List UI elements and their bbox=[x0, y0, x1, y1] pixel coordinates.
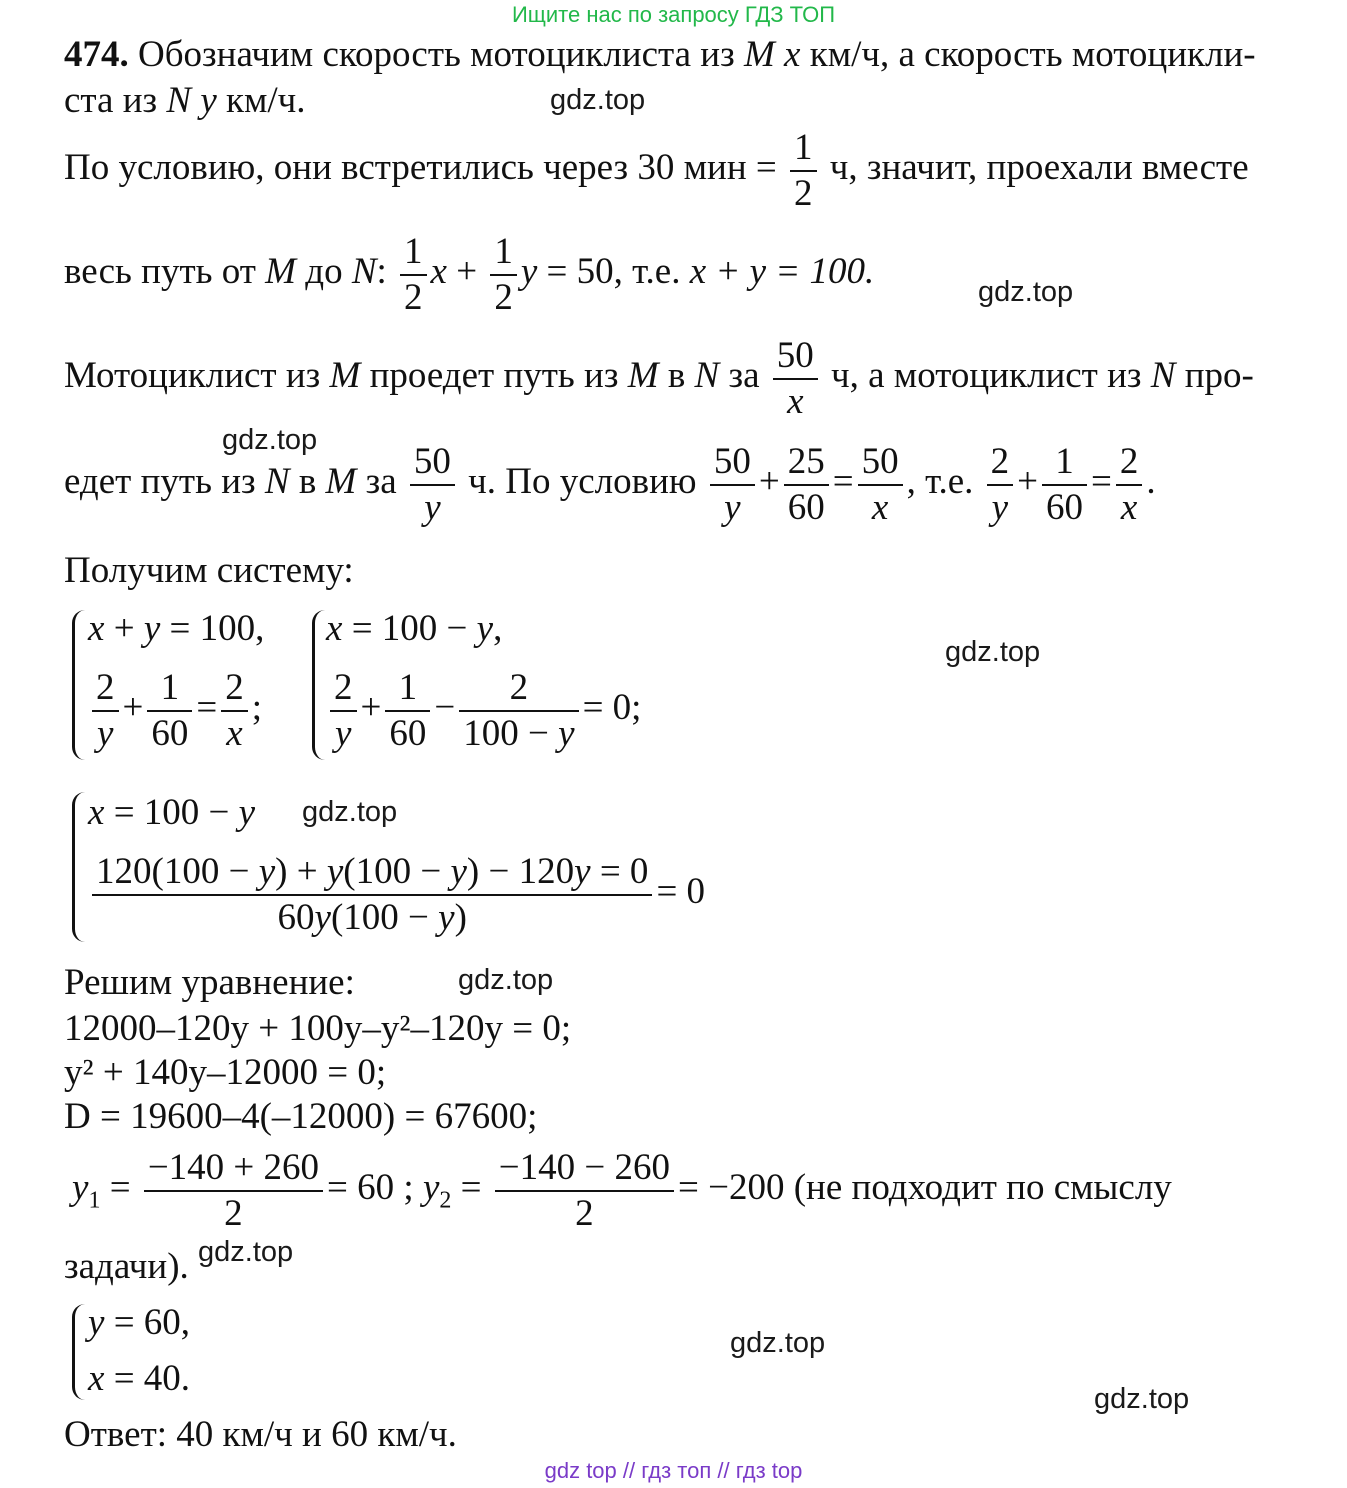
condition-line-2: весь путь от M до N: $\frac{1}{2}$ x + $\frac{1}{2}$ y = 50, т.е. x + y = 100. bbox=[64, 231, 875, 318]
equation-1: 12000–120y + 100y–y²–120y = 0; bbox=[64, 1008, 572, 1049]
intro-text: км/ч. bbox=[226, 80, 306, 121]
intro-line-1: 474. Обозначим скорость мотоциклиста из M x км/ч, а скорость мотоцикли- bbox=[64, 34, 1256, 75]
system3-eq1: x = 100 − y bbox=[88, 792, 256, 833]
brace bbox=[72, 1304, 85, 1400]
intro-text: Обозначим скорость мотоциклиста из bbox=[138, 34, 735, 75]
condition-text: весь путь от bbox=[64, 251, 256, 293]
system1-eq1: x + y = 100, bbox=[88, 608, 265, 649]
watermark: gdz.top bbox=[1094, 1383, 1190, 1415]
system1-eq2: $\frac{2}{y}$ + $\frac{1}{60}$ = $\frac{2}{x}$ ; bbox=[88, 666, 262, 755]
brace bbox=[312, 610, 325, 760]
moto-text: ч, а мотоциклист из bbox=[831, 355, 1142, 397]
watermark: gdz.top bbox=[302, 796, 398, 828]
intro-line-2: ста из N y км/ч. bbox=[64, 80, 306, 121]
moto-text: ч. По условию bbox=[468, 461, 697, 503]
fraction: $\frac{1}{2}$ bbox=[790, 126, 817, 215]
moto-text: за bbox=[728, 355, 760, 397]
moto-text: за bbox=[365, 461, 397, 503]
bottom-banner: gdz top // гдз топ // гдз top bbox=[544, 1458, 803, 1483]
roots-line: $y_1$ = $\frac{-140 + 260}{2}$ = 60 ; $y_2$ = $\frac{-140 - 260}{2}$ = −200 (не подходит по смыслу bbox=[72, 1147, 1172, 1234]
condition-equation: x + y = 100. bbox=[689, 251, 875, 293]
system3-eq2: $\frac{120(100 - y) + y(100 - y) - 120y = 0}{60y(100 - y)}$ = 0 bbox=[88, 850, 705, 939]
condition-equation: = 50, т.е. bbox=[546, 251, 681, 293]
watermark: gdz.top bbox=[198, 1236, 294, 1268]
condition-text: ч, значит, проехали вместе bbox=[829, 147, 1249, 189]
solve-label: Решим уравнение: bbox=[64, 962, 355, 1003]
answer: Ответ: 40 км/ч и 60 км/ч. bbox=[64, 1414, 457, 1455]
task-end: задачи). bbox=[64, 1246, 189, 1287]
final-eq1: y = 60, bbox=[88, 1302, 191, 1343]
brace bbox=[72, 610, 85, 760]
watermark: gdz.top bbox=[550, 84, 646, 116]
intro-text: км/ч, а скорость мотоцикли- bbox=[809, 34, 1256, 75]
moto-line-2: едет путь из N в M за $\frac{50}{y}$ ч. По условию $\frac{50}{y}$ + $\frac{25}{60}$ = $\frac{50}{x}$ , т.е. $\frac{2}{y}$ + $\frac{1}{60}$ = $\frac{2}{x}$ . bbox=[64, 441, 1156, 528]
equation-3: D = 19600–4(–12000) = 67600; bbox=[64, 1096, 538, 1137]
watermark: gdz.top bbox=[945, 636, 1041, 668]
condition-text: По условию, они встретились через 30 мин = bbox=[64, 147, 777, 189]
system2-eq1: x = 100 − y, bbox=[326, 608, 503, 649]
watermark: gdz.top bbox=[730, 1327, 826, 1359]
moto-text: проедет путь из bbox=[369, 355, 619, 397]
moto-text: про- bbox=[1184, 355, 1254, 397]
problem-number: 474. bbox=[64, 34, 129, 75]
condition-text: до bbox=[305, 251, 343, 293]
moto-line-1: Мотоциклист из M проедет путь из M в N за $\frac{50}{x}$ ч, а мотоциклист из N про- bbox=[64, 335, 1254, 422]
watermark: gdz.top bbox=[222, 424, 318, 456]
final-eq2: x = 40. bbox=[88, 1358, 191, 1399]
watermark: gdz.top bbox=[458, 964, 554, 996]
condition-line bbox=[64, 126, 1249, 215]
intro-text: ста из bbox=[64, 80, 158, 121]
watermark: gdz.top bbox=[978, 276, 1074, 308]
moto-text: , т.е. bbox=[906, 461, 974, 503]
equation-2: y² + 140y–12000 = 0; bbox=[64, 1052, 387, 1093]
not-fit-text: (не подходит по смыслу bbox=[793, 1167, 1172, 1209]
top-banner: Ищите нас по запросу ГДЗ ТОП bbox=[511, 2, 836, 27]
system-label: Получим систему: bbox=[64, 550, 354, 591]
moto-text: в bbox=[667, 355, 686, 397]
moto-text: едет путь из bbox=[64, 461, 256, 503]
moto-text: в bbox=[298, 461, 317, 503]
system2-eq2: $\frac{2}{y}$ + $\frac{1}{60}$ − $\frac{2}{100 - y}$ = 0; bbox=[326, 666, 641, 755]
brace bbox=[72, 792, 85, 942]
moto-text: Мотоциклист из bbox=[64, 355, 321, 397]
